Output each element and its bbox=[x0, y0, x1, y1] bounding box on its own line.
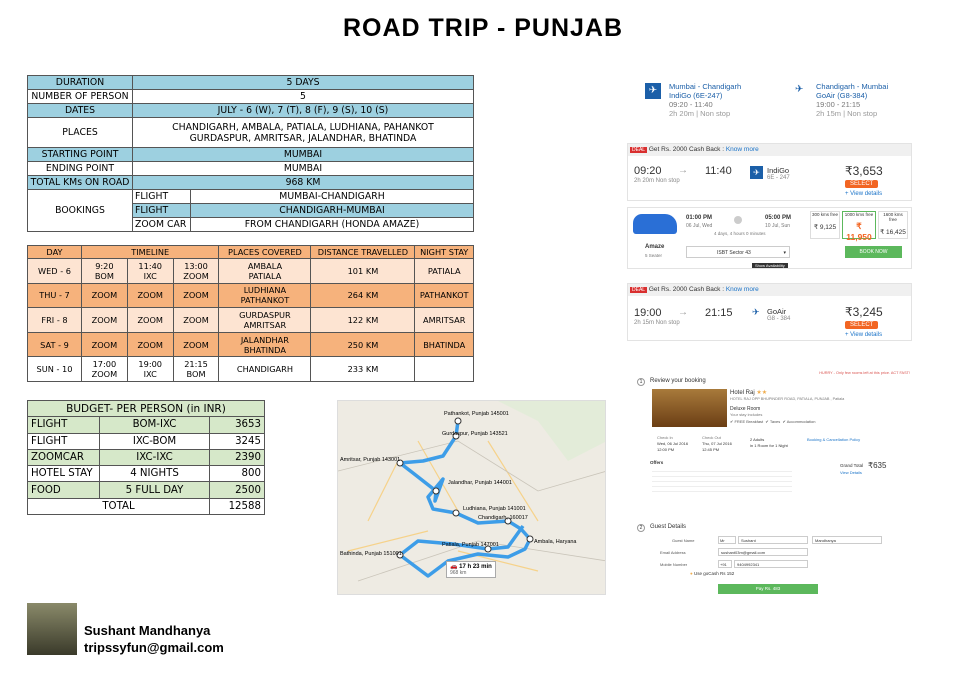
view-details-link[interactable]: View Details bbox=[840, 470, 862, 475]
time-cell-line: IXC bbox=[143, 369, 157, 380]
time-cell-line: 21:15 bbox=[184, 359, 208, 370]
table-row bbox=[28, 466, 265, 482]
page-title: ROAD TRIP - PUNJAB bbox=[342, 14, 624, 42]
time-cell-line: 17:00 bbox=[92, 359, 117, 370]
km-label: TOTAL KMs ON ROAD bbox=[28, 176, 133, 190]
pickup-date: 06 Jul, Wed bbox=[686, 223, 713, 229]
table-row bbox=[28, 357, 474, 382]
stay-cell: PATIALA bbox=[415, 259, 474, 284]
arrow-right-icon: → bbox=[678, 165, 688, 176]
grand-total-label: Grand Total bbox=[840, 463, 864, 468]
time-cell-line: BOM bbox=[94, 270, 114, 281]
select-button[interactable]: SELECT bbox=[845, 180, 878, 188]
time-cell bbox=[173, 357, 219, 382]
policy-link[interactable]: Booking & Cancellation Policy bbox=[807, 437, 861, 442]
plan-1600[interactable] bbox=[878, 211, 908, 239]
map-label: Pathankot, Punjab 145001 bbox=[444, 411, 509, 417]
select-button[interactable]: SELECT bbox=[845, 321, 878, 329]
time-cell-line: 9:20 bbox=[95, 260, 114, 271]
total-label: TOTAL bbox=[28, 498, 210, 514]
room-type: Deluxe Room bbox=[730, 406, 761, 412]
day-cell: SUN - 10 bbox=[28, 357, 82, 382]
distance-cell: 233 KM bbox=[311, 357, 415, 382]
drop-time: 05:00 PM bbox=[765, 215, 792, 221]
review-heading: Review your booking bbox=[650, 378, 706, 384]
leg2-carrier: GoAir (G8-384) bbox=[816, 91, 868, 100]
budget-item: FOOD bbox=[28, 482, 100, 498]
goair-logo-icon: ✈ bbox=[752, 307, 760, 317]
place-line: PATIALA bbox=[248, 270, 282, 281]
country-code-input[interactable]: +91 bbox=[718, 560, 732, 568]
departure-time: 09:20 bbox=[634, 165, 662, 177]
time-cell-line: ZOOM bbox=[91, 369, 118, 380]
plan-price: ₹ 9,125 bbox=[813, 224, 837, 231]
plan-price: ₹ 16,425 bbox=[880, 229, 906, 236]
place-line: LUDHIANA bbox=[243, 285, 287, 296]
hotel-booking bbox=[632, 369, 912, 599]
pay-button[interactable]: Pay Rs. 483 bbox=[718, 584, 818, 594]
arrival-time: 11:40 bbox=[705, 165, 732, 177]
booking-type: ZOOM CAR bbox=[133, 218, 191, 232]
persons-label: NUMBER OF PERSON bbox=[28, 90, 133, 104]
view-details-link[interactable]: + View details bbox=[845, 332, 883, 338]
author-name: Sushant Mandhanya bbox=[84, 623, 211, 638]
dates-label: DATES bbox=[28, 104, 133, 118]
places-value bbox=[133, 118, 474, 148]
leg1-carrier: IndiGo (6E-247) bbox=[669, 91, 723, 100]
flight-code: G8 - 384 bbox=[767, 316, 791, 322]
airline-name: GoAir bbox=[767, 307, 787, 316]
budget-desc: 4 NIGHTS bbox=[100, 466, 210, 482]
route-info-box[interactable] bbox=[446, 561, 496, 578]
route-distance: 968 km bbox=[450, 570, 467, 576]
budget-item: HOTEL STAY bbox=[28, 466, 100, 482]
places-cell bbox=[219, 283, 311, 308]
persons-value: 5 bbox=[133, 90, 474, 104]
places-cell bbox=[219, 332, 311, 357]
budget-title: BUDGET- PER PERSON (in INR) bbox=[28, 401, 265, 417]
places-line-1: CHANDIGARH, AMBALA, PATIALA, LUDHIANA, PAHANKOT bbox=[172, 121, 434, 133]
plan-price: ₹ 11,950 bbox=[846, 221, 872, 242]
km-value: 968 KM bbox=[133, 176, 474, 190]
time-cell-line: IXC bbox=[143, 270, 157, 281]
zoomcar-card bbox=[627, 207, 912, 269]
hotel-name: Hotel Raj bbox=[730, 390, 755, 396]
pin-jalandhar[interactable] bbox=[433, 488, 439, 494]
distance-cell: 264 KM bbox=[311, 283, 415, 308]
stay-cell: PATHANKOT bbox=[415, 283, 474, 308]
place-line: AMRITSAR bbox=[243, 319, 287, 330]
distance-cell: 250 KM bbox=[311, 332, 415, 357]
hotel-photo bbox=[652, 389, 727, 427]
booking-detail: MUMBAI-CHANDIGARH bbox=[191, 190, 474, 204]
duration-label: DURATION bbox=[28, 76, 133, 90]
plan-label: 1000 kms free bbox=[844, 212, 874, 217]
show-availability-button[interactable]: Show Availability bbox=[752, 263, 788, 268]
table-row bbox=[28, 417, 265, 433]
leg2-time: 19:00 - 21:15 bbox=[816, 100, 861, 109]
col-header: DISTANCE TRAVELLED bbox=[311, 246, 415, 259]
map-label: Amritsar, Punjab 143001 bbox=[340, 457, 401, 463]
location-select[interactable] bbox=[686, 246, 790, 258]
chevron-down-icon: ▾ bbox=[783, 250, 786, 256]
view-details-link[interactable]: + View details bbox=[845, 191, 883, 197]
car-icon: 🚗 bbox=[450, 564, 458, 570]
know-more-link[interactable]: Know more bbox=[725, 286, 759, 293]
distance-cell: 101 KM bbox=[311, 259, 415, 284]
time-cell-line: 11:40 bbox=[138, 260, 163, 271]
places-cell bbox=[219, 259, 311, 284]
time-cell-line: ZOOM bbox=[183, 270, 209, 281]
checkin-time: 12:00 PM bbox=[657, 447, 675, 452]
includes-label: Your stay includes bbox=[730, 412, 763, 417]
car-model: Amaze bbox=[645, 244, 665, 250]
budget-amount: 2390 bbox=[210, 449, 265, 465]
plan-300[interactable] bbox=[810, 211, 840, 239]
stay-cell: BHATINDA bbox=[415, 332, 474, 357]
time-cell: ZOOM bbox=[173, 283, 219, 308]
car-seats: 5 Seater bbox=[645, 253, 663, 258]
place-line: PATHANKOT bbox=[240, 295, 290, 306]
cashback-text: Get Rs. 2000 Cash Back : bbox=[648, 146, 725, 153]
bookings-label: BOOKINGS bbox=[28, 190, 133, 232]
book-now-button[interactable]: BOOK NOW bbox=[845, 246, 902, 258]
table-row bbox=[28, 332, 474, 357]
booking-type: FLIGHT bbox=[133, 190, 191, 204]
leg2-route: Chandigarh - Mumbai bbox=[816, 82, 889, 91]
places-cell bbox=[219, 308, 311, 333]
deal-badge: DEAL bbox=[632, 147, 646, 153]
time-cell bbox=[127, 259, 173, 284]
know-more-link[interactable]: Know more bbox=[725, 146, 759, 153]
flight2-card bbox=[627, 283, 912, 341]
col-header: DAY bbox=[28, 246, 82, 259]
amenity: FREE Breakfast bbox=[734, 419, 764, 424]
time-cell: ZOOM bbox=[127, 283, 173, 308]
place-line: BHATINDA bbox=[243, 344, 286, 355]
booking-detail: FROM CHANDIGARH (HONDA AMAZE) bbox=[191, 218, 474, 232]
distance-cell: 122 KM bbox=[311, 308, 415, 333]
booking-type: FLIGHT bbox=[133, 204, 191, 218]
table-row bbox=[28, 283, 474, 308]
time-cell: ZOOM bbox=[82, 283, 128, 308]
clock-icon bbox=[734, 216, 742, 224]
offers-heading: Offers bbox=[650, 460, 664, 465]
checkout-date: Thu, 07 Jul 2016 bbox=[702, 441, 732, 446]
budget-amount: 3245 bbox=[210, 433, 265, 449]
offers-list[interactable] bbox=[652, 467, 792, 512]
checkout-time: 12:45 PM bbox=[702, 447, 720, 452]
guest-details-heading: Guest Details bbox=[650, 524, 687, 530]
table-row bbox=[28, 482, 265, 498]
time-cell: ZOOM bbox=[173, 308, 219, 333]
budget-desc: IXC-IXC bbox=[100, 449, 210, 465]
pin-pathankot[interactable] bbox=[455, 418, 461, 424]
flight-duration: 2h 15m Non stop bbox=[634, 320, 680, 326]
checkin-date: Wed, 06 Jul 2016 bbox=[657, 441, 689, 446]
mobile-input[interactable]: 9404992341 bbox=[734, 560, 808, 568]
table-row bbox=[28, 449, 265, 465]
location-value: ISBT Sector 43 bbox=[717, 250, 751, 256]
price: ₹3,653 bbox=[845, 164, 883, 178]
time-cell: ZOOM bbox=[82, 332, 128, 357]
checkout-label: Check Out bbox=[702, 435, 721, 440]
flight1-card bbox=[627, 143, 912, 201]
check-icon: ✔ bbox=[730, 419, 734, 424]
car-image bbox=[633, 214, 677, 234]
plan-label: 1600 kms free bbox=[883, 212, 903, 222]
total-amount: 12588 bbox=[210, 498, 265, 514]
leg2-duration: 2h 15m | Non stop bbox=[816, 109, 878, 118]
leg1-duration: 2h 20m | Non stop bbox=[669, 109, 731, 118]
start-value: MUMBAI bbox=[133, 148, 474, 162]
budget-amount: 2500 bbox=[210, 482, 265, 498]
gocash-icon: ● bbox=[690, 571, 693, 576]
duration-value: 5 DAYS bbox=[133, 76, 474, 90]
mobile-label: Mobile Number bbox=[660, 562, 688, 567]
budget-item: FLIGHT bbox=[28, 433, 100, 449]
table-row bbox=[28, 498, 265, 514]
time-cell bbox=[82, 357, 128, 382]
col-header: PLACES COVERED bbox=[219, 246, 311, 259]
place-line: JALANDHAR bbox=[240, 334, 289, 345]
time-cell bbox=[127, 357, 173, 382]
budget-desc: BOM-IXC bbox=[100, 417, 210, 433]
cashback-text: Get Rs. 2000 Cash Back : bbox=[648, 286, 725, 293]
time-cell bbox=[82, 259, 128, 284]
departure-time: 19:00 bbox=[634, 307, 662, 319]
step-number: 1 bbox=[637, 378, 645, 386]
indigo-logo-icon: ✈ bbox=[645, 83, 661, 99]
start-label: STARTING POINT bbox=[28, 148, 133, 162]
map-label: Jalandhar, Punjab 144001 bbox=[448, 480, 512, 486]
stay-cell: AMRITSAR bbox=[415, 308, 474, 333]
budget-desc: 5 FULL DAY bbox=[100, 482, 210, 498]
budget-amount: 3653 bbox=[210, 417, 265, 433]
dates-value: JULY - 6 (W), 7 (T), 8 (F), 9 (S), 10 (S) bbox=[133, 104, 474, 118]
indigo-logo-icon: ✈ bbox=[750, 166, 763, 179]
table-row bbox=[28, 308, 474, 333]
time-cell-line: BOM bbox=[186, 369, 206, 380]
guest-count: 2 Adults bbox=[750, 437, 765, 442]
plan-1000[interactable] bbox=[842, 211, 876, 242]
time-cell-line: 19:00 bbox=[138, 359, 163, 370]
star-icon: ★★ bbox=[756, 390, 768, 396]
route-time: 17 h 23 min bbox=[459, 564, 492, 570]
budget-desc: IXC-BOM bbox=[100, 433, 210, 449]
day-cell: FRI - 8 bbox=[28, 308, 82, 333]
flight-duration: 2h 20m Non stop bbox=[634, 178, 680, 184]
places-line-2: GURDASPUR, AMRITSAR, JALANDHAR, BHATINDA bbox=[189, 132, 417, 144]
col-header: TIMELINE bbox=[82, 246, 219, 259]
last-name-input[interactable]: Mandhanya bbox=[812, 536, 882, 544]
day-cell: SAT - 9 bbox=[28, 332, 82, 357]
pickup-time: 01:00 PM bbox=[686, 215, 713, 221]
price: ₹3,245 bbox=[845, 305, 883, 319]
airline-name: IndiGo bbox=[767, 166, 790, 175]
author-avatar bbox=[27, 603, 77, 655]
table-row bbox=[28, 433, 265, 449]
hurry-banner: HURRY - Only few rooms left at this price. ACT FAST! bbox=[819, 371, 910, 375]
map-label: Gurdaspur, Punjab 143521 bbox=[442, 431, 508, 437]
table-row bbox=[28, 259, 474, 284]
places-label: PLACES bbox=[28, 118, 133, 148]
place-line: GURDASPUR bbox=[239, 309, 291, 320]
trip-info-table bbox=[27, 75, 474, 232]
schedule-table bbox=[27, 245, 474, 382]
map-label: Chandigarh, 160017 bbox=[478, 515, 528, 521]
grand-total: ₹635 bbox=[868, 461, 887, 470]
time-cell: ZOOM bbox=[127, 332, 173, 357]
rental-duration: 4 days, 4 hours 0 minutes bbox=[714, 231, 766, 236]
map-label: Ambala, Haryana bbox=[534, 539, 577, 545]
flights-summary bbox=[640, 78, 930, 120]
guest-name-label: Guest Name bbox=[672, 538, 695, 543]
first-name-input[interactable]: Sushant bbox=[738, 536, 808, 544]
map-label: Ludhiana, Punjab 141001 bbox=[463, 506, 526, 512]
time-cell: ZOOM bbox=[173, 332, 219, 357]
time-cell: ZOOM bbox=[82, 308, 128, 333]
gocash-option[interactable]: Use goCash Rs 152 bbox=[693, 571, 735, 576]
end-value: MUMBAI bbox=[133, 162, 474, 176]
email-label: Email Address bbox=[660, 550, 686, 555]
goair-logo-icon: ✈ bbox=[795, 84, 804, 95]
step-number: 2 bbox=[637, 524, 645, 532]
amenity: Taxes bbox=[769, 419, 781, 424]
flight-code: 6E - 247 bbox=[767, 175, 790, 181]
plan-label: 300 kms free bbox=[811, 212, 838, 217]
day-cell: THU - 7 bbox=[28, 283, 82, 308]
leg1-route: Mumbai - Chandigarh bbox=[669, 82, 742, 91]
booking-detail: CHANDIGARH-MUMBAI bbox=[191, 204, 474, 218]
deal-badge: DEAL bbox=[632, 287, 646, 293]
pin-ambala[interactable] bbox=[527, 536, 533, 542]
checkin-label: Check In bbox=[657, 435, 673, 440]
check-icon: ✔ bbox=[782, 419, 786, 424]
arrow-right-icon: → bbox=[678, 307, 688, 318]
map-label: Bathinda, Punjab 151001 bbox=[340, 551, 402, 557]
end-label: ENDING POINT bbox=[28, 162, 133, 176]
arrival-time: 21:15 bbox=[705, 307, 733, 319]
budget-table bbox=[27, 400, 265, 515]
budget-item: ZOOMCAR bbox=[28, 449, 100, 465]
drop-date: 10 Jul, Sun bbox=[765, 223, 791, 229]
hotel-address: HOTEL RAJ OPP BHUPINDER ROAD, PATIALA, PUNJAB , Patiala bbox=[730, 397, 845, 401]
email-input[interactable]: sushant03m@gmail.com bbox=[718, 548, 808, 556]
budget-amount: 800 bbox=[210, 466, 265, 482]
places-cell: CHANDIGARH bbox=[219, 357, 311, 382]
time-cell bbox=[173, 259, 219, 284]
time-cell: ZOOM bbox=[127, 308, 173, 333]
check-icon: ✔ bbox=[765, 419, 769, 424]
amenity: Accommodation bbox=[786, 419, 816, 424]
stay-cell bbox=[415, 357, 474, 382]
author-email: tripssyfun@gmail.com bbox=[84, 640, 224, 655]
budget-item: FLIGHT bbox=[28, 417, 100, 433]
room-count: in 1 Room for 1 Night bbox=[750, 443, 788, 448]
pin-ludhiana[interactable] bbox=[453, 510, 459, 516]
time-cell-line: 13:00 bbox=[184, 260, 208, 271]
col-header: NIGHT STAY bbox=[415, 246, 474, 259]
title-select[interactable]: Mr bbox=[718, 536, 736, 544]
leg1-time: 09:20 - 11:40 bbox=[669, 100, 713, 109]
place-line: AMBALA bbox=[247, 260, 283, 271]
map-label: Patiala, Punjab 147001 bbox=[442, 542, 499, 548]
day-cell: WED - 6 bbox=[28, 259, 82, 284]
route-map[interactable] bbox=[337, 400, 606, 595]
